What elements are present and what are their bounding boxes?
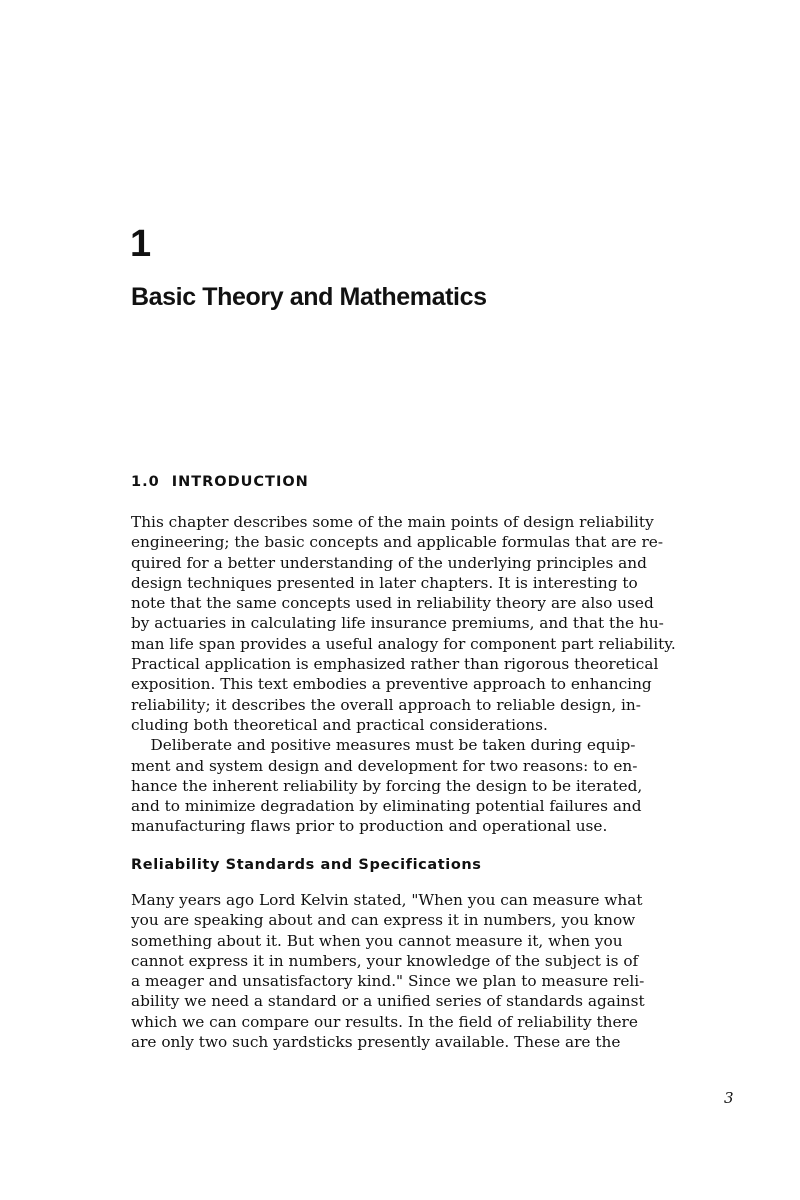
section-number: 1.0 bbox=[131, 474, 160, 490]
text-line: are only two such yardsticks presently available. These are the bbox=[131, 1033, 621, 1052]
text-line: exposition. This text embodies a preventive approach to enhancing bbox=[131, 675, 652, 694]
text-line: reliability; it describes the overall approach to reliable design, in- bbox=[131, 695, 641, 714]
text-line: you are speaking about and can express it in numbers, you know bbox=[131, 911, 636, 930]
text-line: This chapter describes some of the main points of design reliability bbox=[131, 513, 654, 531]
introduction-text bbox=[131, 512, 771, 837]
text-line: ability we need a standard or a unified series of standards against bbox=[131, 992, 645, 1011]
text-line: something about it. But when you cannot measure it, when you bbox=[131, 931, 623, 950]
subsection-heading: Reliability Standards and Specifications bbox=[131, 857, 482, 873]
text-line: ment and system design and development for two reasons: to en- bbox=[131, 756, 638, 775]
text-line: cluding both theoretical and practical considerations. bbox=[131, 715, 548, 734]
text-line: a meager and unsatisfactory kind." Since we plan to measure reli- bbox=[131, 972, 645, 991]
text-line: design techniques presented in later chapters. It is interesting to bbox=[131, 573, 638, 592]
page-number: 3 bbox=[724, 1089, 734, 1107]
text-line: man life span provides a useful analogy for component part reliability. bbox=[131, 634, 676, 653]
text-line: manufacturing flaws prior to production and operational use. bbox=[131, 817, 608, 836]
section-heading bbox=[131, 472, 309, 492]
section-title: INTRODUCTION bbox=[171, 474, 309, 490]
text-line: quired for a better understanding of the underlying principles and bbox=[131, 553, 647, 572]
text-line: Many years ago Lord Kelvin stated, "When you can measure what bbox=[131, 891, 643, 909]
text-line: hance the inherent reliability by forcing the design to be iterated, bbox=[131, 776, 643, 795]
text-line: which we can compare our results. In the field of reliability there bbox=[131, 1012, 638, 1031]
text-line: note that the same concepts used in reliability theory are also used bbox=[131, 594, 654, 613]
text-line: by actuaries in calculating life insurance premiums, and that the hu- bbox=[131, 614, 664, 633]
text-line: and to minimize degradation by eliminating potential failures and bbox=[131, 797, 642, 816]
text-line: engineering; the basic concepts and applicable formulas that are re- bbox=[131, 533, 663, 552]
text-line: Deliberate and positive measures must be taken during equip- bbox=[131, 736, 636, 755]
standards-text bbox=[131, 890, 771, 1052]
chapter-title: Basic Theory and Mathematics bbox=[131, 283, 487, 311]
text-line: cannot express it in numbers, your knowledge of the subject is of bbox=[131, 951, 639, 970]
chapter-number: 1 bbox=[130, 223, 152, 265]
text-line: Practical application is emphasized rather than rigorous theoretical bbox=[131, 655, 659, 674]
